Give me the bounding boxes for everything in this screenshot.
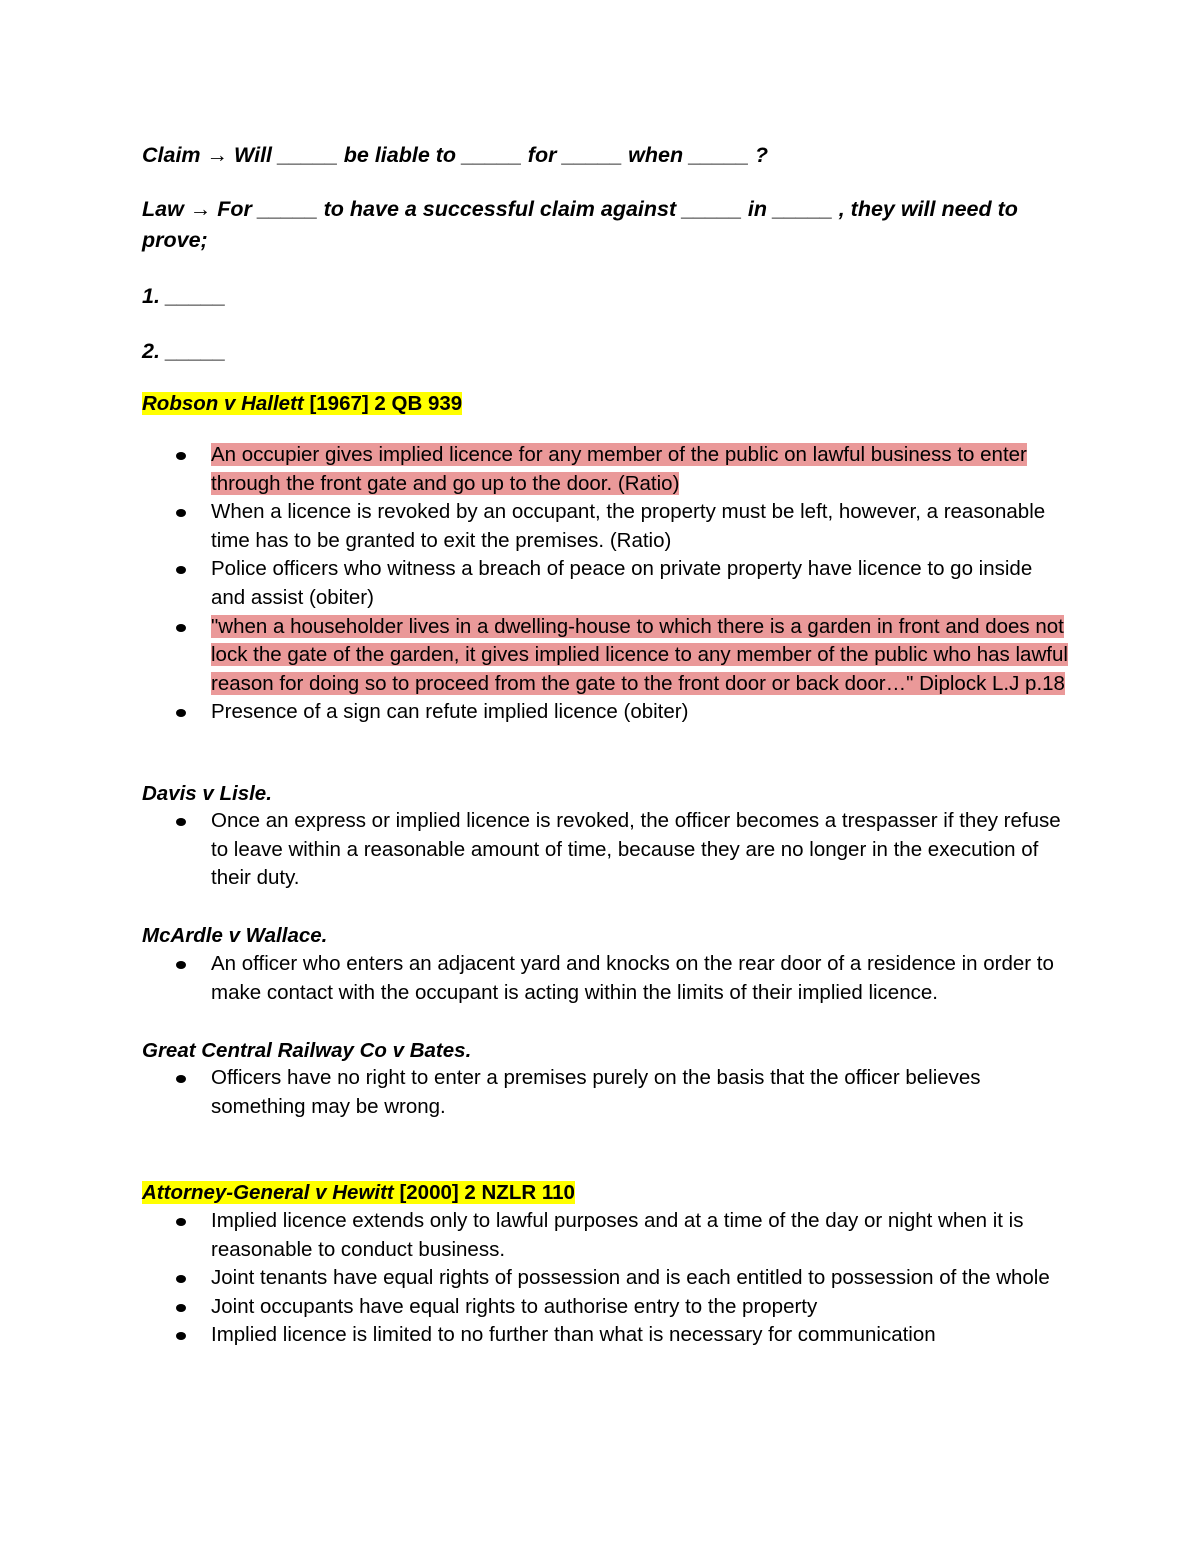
point-text: When a licence is revoked by an occupant, the property must be left, however, a reasonable time has to be granted to exit the premises. (Ratio) <box>211 500 1046 552</box>
list-item <box>0 613 1071 699</box>
bullet-icon <box>176 709 186 717</box>
bullet-icon <box>176 1075 186 1083</box>
bullet-icon <box>176 1218 186 1226</box>
case-points-mcardle <box>0 950 1200 1007</box>
case-highlight <box>142 1181 575 1204</box>
bullet-icon <box>176 624 186 632</box>
case-heading-robson <box>142 389 462 418</box>
numbered-item-1: 1. _____ <box>142 284 226 308</box>
case-citation: [2000] 2 NZLR 110 <box>393 1181 575 1204</box>
point-text: Once an express or implied licence is revoked, the officer becomes a trespasser if they refuse to leave within a reasonable amount of time, because they are no longer in the execution of their duty. <box>211 809 1061 890</box>
case-heading-davis <box>142 779 272 808</box>
bullet-icon <box>176 452 186 460</box>
claim-line: Claim → Will _____ be liable to _____ for _____ when _____ ? <box>142 143 768 167</box>
case-points-robson <box>0 441 1200 727</box>
list-item <box>0 441 1071 498</box>
bullet-icon <box>176 509 186 517</box>
point-text: An officer who enters an adjacent yard and knocks on the rear door of a residence in order to make contact with the occupant is acting within the limits of their implied licence. <box>211 952 1054 1004</box>
list-item <box>0 1064 1071 1121</box>
list-item <box>0 1293 1071 1322</box>
law-line: Law → For _____ to have a successful claim against _____ in _____ , they will need to prove; <box>142 197 1018 252</box>
point-text: Presence of a sign can refute implied licence (obiter) <box>211 700 689 724</box>
case-points-davis <box>0 807 1200 893</box>
bullet-icon <box>176 1275 186 1283</box>
case-citation: [1967] 2 QB 939 <box>303 392 463 415</box>
bullet-icon <box>176 1332 186 1340</box>
bullet-icon <box>176 961 186 969</box>
point-text: Officers have no right to enter a premises purely on the basis that the officer believes something may be wrong. <box>211 1066 981 1118</box>
case-points-great-central <box>0 1064 1200 1121</box>
case-heading-mcardle <box>142 921 327 950</box>
bullet-icon <box>176 566 186 574</box>
list-item <box>0 1264 1071 1293</box>
list-item <box>0 950 1071 1007</box>
list-item <box>0 698 1071 727</box>
list-item <box>0 1321 1071 1350</box>
point-text: Implied licence extends only to lawful purposes and at a time of the day or night when it is reasonable to conduct business. <box>211 1209 1024 1261</box>
list-item <box>0 498 1071 555</box>
point-text: Joint tenants have equal rights of possession and is each entitled to possession of the whole <box>211 1266 1050 1290</box>
case-heading-hewitt <box>142 1178 575 1207</box>
bullet-icon <box>176 1304 186 1312</box>
case-name: Great Central Railway Co v Bates. <box>142 1039 472 1062</box>
case-highlight <box>142 392 462 415</box>
point-text: Implied licence is limited to no further than what is necessary for communication <box>211 1323 936 1347</box>
point-text: Police officers who witness a breach of peace on private property have licence to go inside and assist (obiter) <box>211 557 1033 609</box>
numbered-item-2: 2. _____ <box>142 339 226 363</box>
bullet-icon <box>176 818 186 826</box>
point-text: An occupier gives implied licence for any member of the public on lawful business to enter through the front gate and go up to the door. (Ratio) <box>211 443 1027 495</box>
case-name: Robson v Hallett <box>142 392 304 415</box>
case-name: Attorney-General v Hewitt <box>142 1181 394 1204</box>
case-heading-great-central <box>142 1036 471 1065</box>
list-item <box>0 807 1071 893</box>
point-text: Joint occupants have equal rights to authorise entry to the property <box>211 1294 818 1318</box>
case-points-hewitt <box>0 1207 1200 1350</box>
point-text: "when a householder lives in a dwelling-house to which there is a garden in front and does not lock the gate of the garden, it gives implied licence to any member of the public who has lawful reason for doing so to proceed from the gate to the front door or back door…" Diplock L.J p.18 <box>211 614 1068 695</box>
list-item <box>0 555 1071 612</box>
case-name: McArdle v Wallace. <box>142 924 328 947</box>
list-item <box>0 1207 1071 1264</box>
case-name: Davis v Lisle. <box>142 782 272 805</box>
